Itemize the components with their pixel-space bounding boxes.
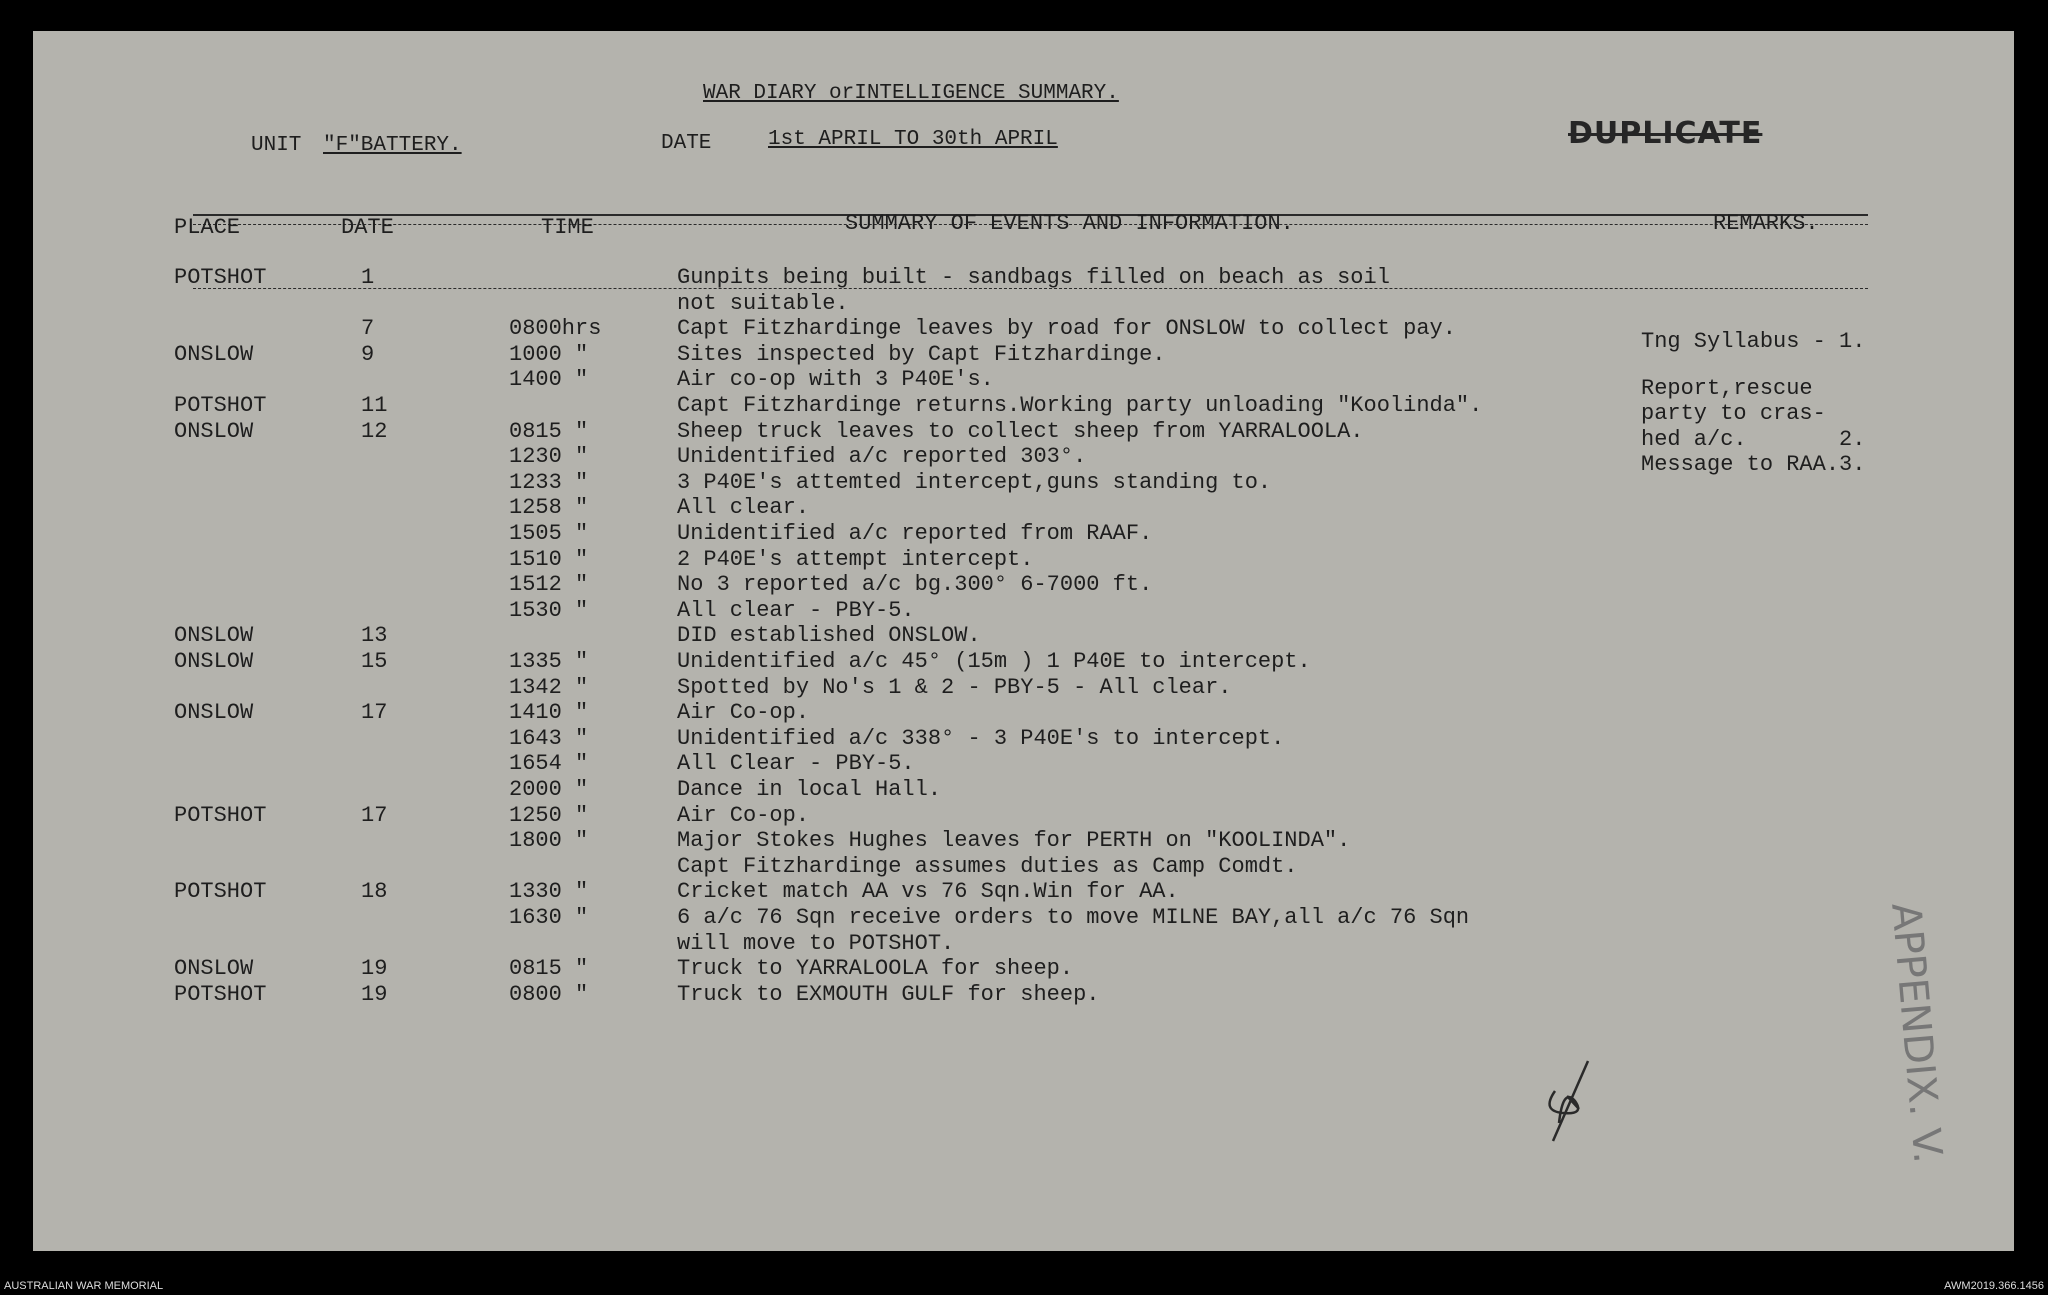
entry-place: ONSLOW bbox=[174, 700, 254, 726]
entry-time: 1335 " bbox=[509, 649, 589, 674]
table-row bbox=[33, 265, 2014, 290]
entry-place: POTSHOT bbox=[174, 879, 267, 905]
entry-time: 0800hrs bbox=[509, 316, 602, 342]
entry-text: 6 a/c 76 Sqn receive orders to move MILNE BAY,all a/c 76 Sqn bbox=[677, 905, 1470, 930]
entry-text: Sites inspected by Capt Fitzhardinge. bbox=[677, 341, 1166, 367]
entry-time: 2000 " bbox=[509, 777, 589, 802]
diary-page bbox=[33, 31, 2014, 1251]
entry-time: 1654 " bbox=[509, 751, 589, 777]
entry-time: 1505 " bbox=[509, 521, 589, 546]
col-place-header: PLACE bbox=[174, 215, 241, 240]
appendix-annotation: APPENDIX. V. bbox=[1882, 901, 1951, 1166]
entry-text: Capt Fitzhardinge assumes duties as Camp Comdt. bbox=[677, 853, 1298, 879]
footer-left: AUSTRALIAN WAR MEMORIAL bbox=[4, 1280, 164, 1292]
table-row bbox=[33, 521, 2014, 546]
entry-text: will move to POTSHOT. bbox=[677, 930, 955, 956]
entry-time: 1233 " bbox=[509, 469, 589, 495]
entry-text: Unidentified a/c reported from RAAF. bbox=[677, 521, 1153, 546]
entry-time: 1510 " bbox=[509, 546, 589, 572]
entry-time: 1630 " bbox=[509, 905, 589, 930]
table-row bbox=[33, 726, 2014, 751]
entry-time: 1400 " bbox=[509, 367, 589, 393]
entry-date: 19 bbox=[361, 956, 388, 982]
unit-label: UNIT bbox=[251, 134, 302, 157]
col-time-header: TIME bbox=[541, 215, 594, 240]
table-row bbox=[33, 828, 2014, 853]
entry-time: 1230 " bbox=[509, 444, 589, 470]
entry-time: 0815 " bbox=[509, 418, 589, 444]
table-row bbox=[33, 777, 2014, 802]
table-row bbox=[33, 700, 2014, 725]
entry-text: 2 P40E's attempt intercept. bbox=[677, 546, 1034, 572]
duplicate-stamp: DUPLICATE bbox=[1568, 116, 1763, 151]
entry-place: ONSLOW bbox=[174, 418, 254, 444]
entry-time: 1342 " bbox=[509, 674, 589, 700]
entry-text: Capt Fitzhardinge leaves by road for ONSLOW to collect pay. bbox=[677, 316, 1456, 342]
entry-date: 12 bbox=[361, 418, 388, 444]
entry-text: Air co-op with 3 P40E's. bbox=[677, 367, 994, 393]
entry-text: Spotted by No's 1 & 2 - PBY-5 - All clear. bbox=[677, 674, 1232, 700]
entry-text: All clear. bbox=[677, 495, 810, 521]
table-row bbox=[33, 931, 2014, 956]
table-row bbox=[33, 623, 2014, 648]
table-row bbox=[33, 572, 2014, 597]
entry-place: ONSLOW bbox=[174, 649, 254, 674]
entry-place: ONSLOW bbox=[174, 623, 254, 649]
entry-date: 1 bbox=[361, 265, 375, 290]
entry-place: POTSHOT bbox=[174, 265, 267, 290]
footer-right: AWM2019.366.1456 bbox=[1944, 1280, 2044, 1292]
table-row bbox=[33, 879, 2014, 904]
entry-time: 1643 " bbox=[509, 725, 589, 751]
table-row bbox=[33, 803, 2014, 828]
col-summary-header: SUMMARY OF EVENTS AND INFORMATION. bbox=[845, 211, 1294, 236]
table-row bbox=[33, 854, 2014, 879]
entry-text: not suitable. bbox=[677, 290, 849, 316]
table-row bbox=[33, 598, 2014, 623]
entry-date: 9 bbox=[361, 341, 375, 367]
table-row bbox=[33, 956, 2014, 981]
entry-time: 1410 " bbox=[509, 700, 589, 726]
entry-date: 19 bbox=[361, 981, 388, 1007]
entry-place: POTSHOT bbox=[174, 393, 267, 418]
entry-text: Air Co-op. bbox=[677, 700, 810, 726]
signature-mark bbox=[1533, 1051, 1603, 1151]
remark-line: party to cras- bbox=[1641, 401, 1826, 426]
entry-time: 1530 " bbox=[509, 597, 589, 623]
entry-date: 17 bbox=[361, 700, 388, 726]
entry-text: Air Co-op. bbox=[677, 802, 810, 828]
table-row bbox=[33, 495, 2014, 520]
col-date-header: DATE bbox=[341, 215, 394, 240]
entry-time: 0800 " bbox=[509, 981, 589, 1007]
entry-date: 7 bbox=[361, 316, 375, 342]
entry-date: 17 bbox=[361, 802, 388, 828]
entry-time: 1258 " bbox=[509, 495, 589, 521]
remark-line: Message to RAA.3. bbox=[1641, 452, 1866, 477]
entry-place: POTSHOT bbox=[174, 981, 267, 1007]
unit-value: "F"BATTERY. bbox=[323, 134, 462, 157]
entry-date: 15 bbox=[361, 649, 388, 674]
entry-text: Unidentified a/c 45° (15m ) 1 P40E to intercept. bbox=[677, 649, 1311, 674]
remark-line: Tng Syllabus - 1. bbox=[1641, 329, 1866, 354]
entry-time: 1512 " bbox=[509, 572, 589, 598]
entry-date: 13 bbox=[361, 623, 388, 649]
entry-text: Cricket match AA vs 76 Sqn.Win for AA. bbox=[677, 879, 1179, 905]
page-title: WAR DIARY orINTELLIGENCE SUMMARY. bbox=[703, 82, 1119, 105]
table-row bbox=[33, 649, 2014, 674]
entry-text: All clear - PBY-5. bbox=[677, 597, 915, 623]
entry-time: 1000 " bbox=[509, 341, 589, 367]
col-remarks-header: REMARKS. bbox=[1713, 211, 1819, 236]
entry-time: 1250 " bbox=[509, 802, 589, 828]
entry-text: Dance in local Hall. bbox=[677, 777, 942, 802]
entry-time: 1800 " bbox=[509, 828, 589, 854]
remark-line: hed a/c. 2. bbox=[1641, 427, 1866, 452]
date-value: 1st APRIL TO 30th APRIL bbox=[768, 128, 1058, 151]
table-row bbox=[33, 905, 2014, 930]
remark-line: Report,rescue bbox=[1641, 376, 1813, 401]
entry-text: 3 P40E's attemted intercept,guns standing to. bbox=[677, 469, 1272, 495]
date-label: DATE bbox=[661, 132, 712, 155]
entry-time: 0815 " bbox=[509, 956, 589, 982]
entry-text: Unidentified a/c 338° - 3 P40E's to intercept. bbox=[677, 725, 1285, 751]
entry-time: 1330 " bbox=[509, 879, 589, 905]
entry-place: POTSHOT bbox=[174, 802, 267, 828]
entry-date: 18 bbox=[361, 879, 388, 905]
entry-place: ONSLOW bbox=[174, 956, 254, 982]
entry-text: DID established ONSLOW. bbox=[677, 623, 981, 649]
entry-place: ONSLOW bbox=[174, 341, 254, 367]
table-row bbox=[33, 751, 2014, 776]
entry-date: 11 bbox=[361, 393, 388, 418]
entry-text: Truck to EXMOUTH GULF for sheep. bbox=[677, 981, 1100, 1007]
entry-text: No 3 reported a/c bg.300° 6-7000 ft. bbox=[677, 572, 1153, 598]
entry-text: Unidentified a/c reported 303°. bbox=[677, 444, 1087, 470]
entry-text: Capt Fitzhardinge returns.Working party unloading "Koolinda". bbox=[677, 393, 1483, 418]
table-row bbox=[33, 291, 2014, 316]
entry-text: Truck to YARRALOOLA for sheep. bbox=[677, 956, 1074, 982]
table-row bbox=[33, 675, 2014, 700]
entry-text: Sheep truck leaves to collect sheep from YARRALOOLA. bbox=[677, 418, 1364, 444]
entry-text: Major Stokes Hughes leaves for PERTH on "KOOLINDA". bbox=[677, 828, 1351, 854]
entry-text: All Clear - PBY-5. bbox=[677, 751, 915, 777]
table-row bbox=[33, 982, 2014, 1007]
entry-text: Gunpits being built - sandbags filled on beach as soil bbox=[677, 265, 1390, 290]
table-row bbox=[33, 547, 2014, 572]
